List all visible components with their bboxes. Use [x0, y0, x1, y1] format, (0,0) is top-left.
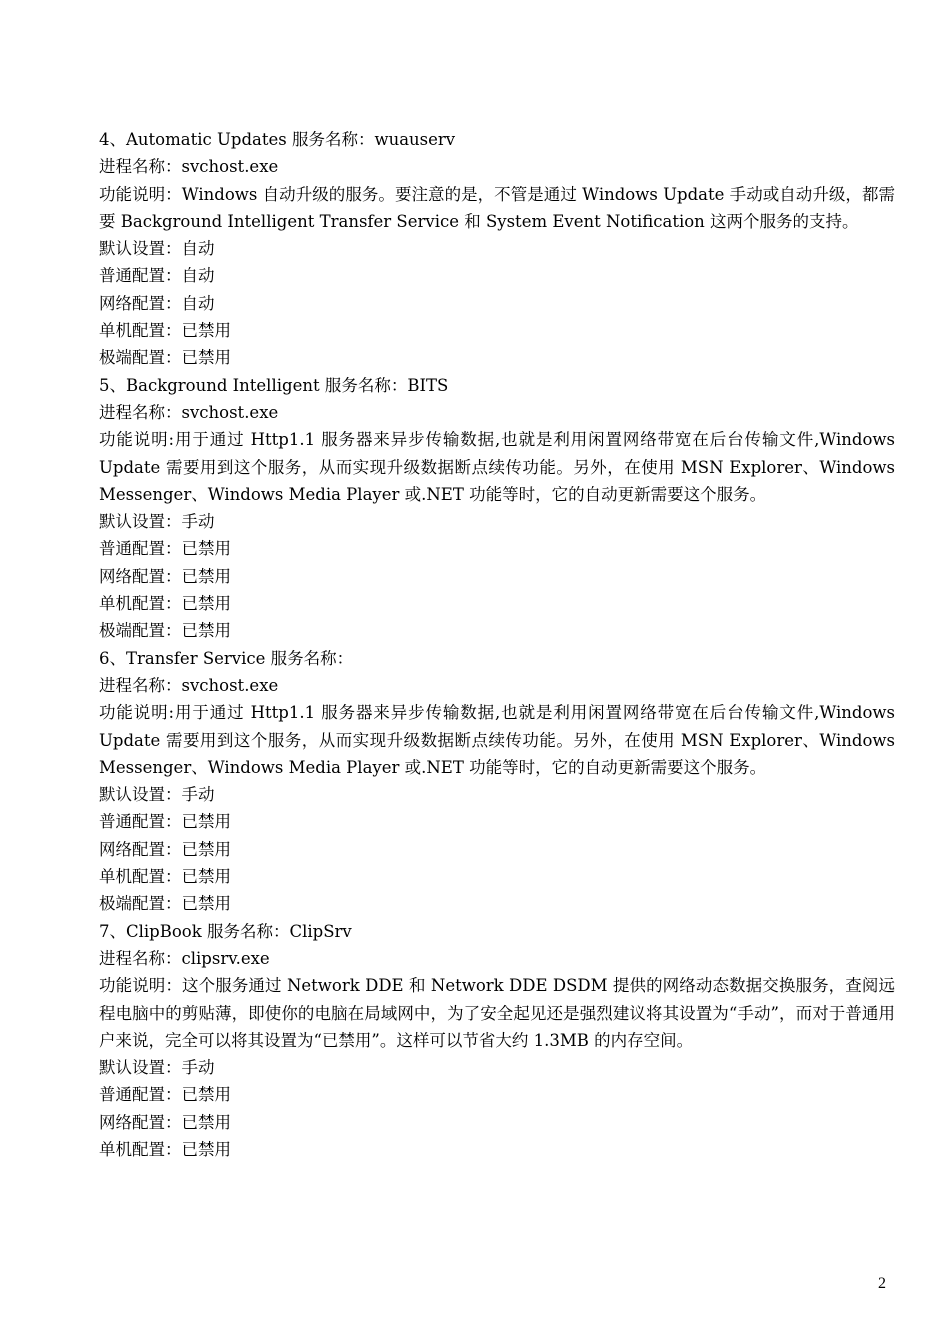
process-name: 进程名称：svchost.exe — [99, 157, 279, 177]
setting-extreme: 极端配置：已禁用 — [99, 894, 231, 914]
setting-standalone: 单机配置：已禁用 — [99, 321, 231, 341]
setting-network: 网络配置：已禁用 — [99, 566, 231, 586]
document-body — [99, 126, 895, 1163]
service-section — [99, 645, 895, 918]
setting-standalone: 单机配置：已禁用 — [99, 1139, 231, 1159]
service-title: 5、Background Intelligent 服务名称：BITS — [99, 375, 449, 395]
setting-default: 默认设置：自动 — [99, 239, 215, 259]
service-section — [99, 918, 895, 1164]
setting-network: 网络配置：已禁用 — [99, 1112, 231, 1132]
setting-network: 网络配置：已禁用 — [99, 839, 231, 859]
setting-normal: 普通配置：已禁用 — [99, 539, 231, 559]
setting-default: 默认设置：手动 — [99, 1058, 215, 1078]
service-section — [99, 372, 895, 645]
service-section — [99, 126, 895, 372]
service-title: 4、Automatic Updates 服务名称：wuauserv — [99, 130, 456, 149]
setting-extreme: 极端配置：已禁用 — [99, 621, 231, 641]
setting-extreme: 极端配置：已禁用 — [99, 348, 231, 368]
page-number: 2 — [878, 1275, 886, 1292]
process-name: 进程名称：svchost.exe — [99, 675, 279, 695]
setting-normal: 普通配置：自动 — [99, 266, 215, 286]
function-description: 功能说明:用于通过 Http1.1 服务器来异步传输数据,也就是利用闲置网络带宽在后台传输文件,Windows Update 需要用到这个服务，从而实现升级数据断点续传功能。另外，在使用 MSN Explorer、Windows Messenger、Windows Media Player 或.NET 功能等时，它的自动更新需要这个服务。 — [99, 703, 895, 777]
setting-network: 网络配置：自动 — [99, 293, 215, 313]
function-description: 功能说明：Windows 自动升级的服务。要注意的是，不管是通过 Windows Update 手动或自动升级，都需要 Background Intelligent Transfer Service 和 System Event Notification 这两个服务的支持。 — [99, 184, 895, 231]
process-name: 进程名称：svchost.exe — [99, 402, 279, 422]
function-description: 功能说明：这个服务通过 Network DDE 和 Network DDE DSDM 提供的网络动态数据交换服务，查阅远程电脑中的剪贴薄，即使你的电脑在局域网中，为了安全起见还是强烈建议将其设置为“手动”，而对于普通用户来说，完全可以将其设置为“已禁用”。这样可以节省大约 1.3MB 的内存空间。 — [99, 976, 895, 1050]
setting-normal: 普通配置：已禁用 — [99, 1085, 231, 1105]
process-name: 进程名称：clipsrv.exe — [99, 948, 270, 968]
function-description: 功能说明:用于通过 Http1.1 服务器来异步传输数据,也就是利用闲置网络带宽在后台传输文件,Windows Update 需要用到这个服务，从而实现升级数据断点续传功能。另外，在使用 MSN Explorer、Windows Messenger、Windows Media Player 或.NET 功能等时，它的自动更新需要这个服务。 — [99, 430, 895, 504]
setting-default: 默认设置：手动 — [99, 785, 215, 805]
setting-normal: 普通配置：已禁用 — [99, 812, 231, 832]
service-title: 7、ClipBook 服务名称：ClipSrv — [99, 921, 352, 941]
setting-standalone: 单机配置：已禁用 — [99, 594, 231, 614]
setting-default: 默认设置：手动 — [99, 512, 215, 532]
service-title: 6、Transfer Service 服务名称： — [99, 648, 354, 668]
setting-standalone: 单机配置：已禁用 — [99, 867, 231, 887]
